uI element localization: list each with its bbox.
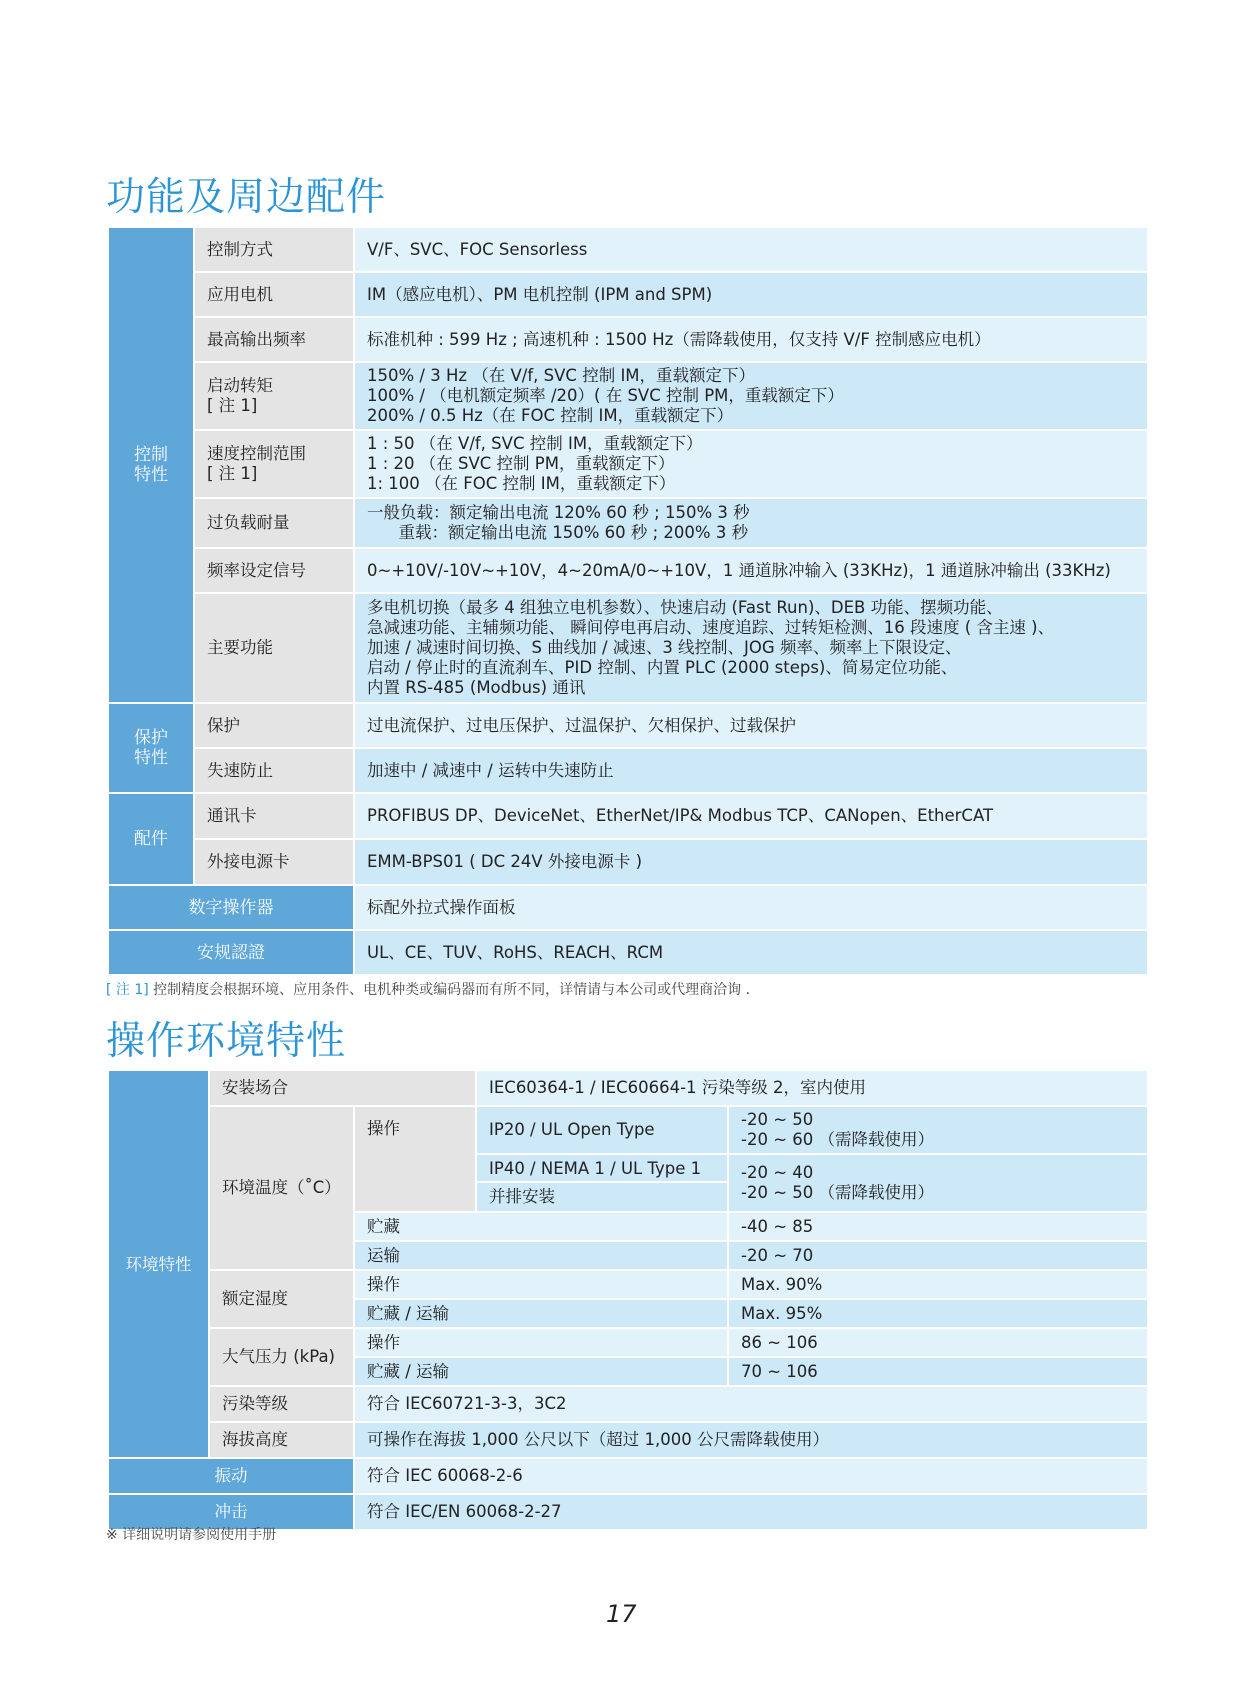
row-label: 失速防止 <box>194 748 354 793</box>
row-value: 标准机种 : 599 Hz ; 高速机种 : 1500 Hz（需降载使用，仅支持 V/F 控制感应电机） <box>354 317 1148 362</box>
table-row <box>108 1328 1148 1357</box>
row-value: IM（感应电机）、PM 电机控制 (IPM and SPM) <box>354 272 1148 317</box>
row-value: V/F、SVC、FOC Sensorless <box>354 227 1148 272</box>
side-by-side-label: 并排安装 <box>489 1187 555 1206</box>
table-row <box>108 1458 1148 1494</box>
pressure-storage-label: 贮藏 / 运输 <box>354 1357 728 1386</box>
note-1 <box>106 979 750 999</box>
table-row <box>108 227 1148 272</box>
altitude-value: 可操作在海拔 1,000 公尺以下（超过 1,000 公尺需降载使用） <box>354 1422 1148 1458</box>
section-title-functions: 功能及周边配件 <box>106 175 387 220</box>
pressure-op-value: 86 ~ 106 <box>728 1328 1148 1357</box>
safety-certification-value: UL、CE、TUV、RoHS、REACH、RCM <box>354 930 1148 975</box>
category-protection: 保护 特性 <box>108 703 194 793</box>
humidity-storage-label: 贮藏 / 运输 <box>354 1299 728 1328</box>
altitude-label: 海拔高度 <box>209 1422 354 1458</box>
category-environment: 环境特性 <box>108 1070 209 1458</box>
safety-certification-label: 安规認證 <box>108 930 354 975</box>
note-tag: [ 注 1] <box>106 982 149 998</box>
table-row <box>108 885 1148 930</box>
functions-table <box>107 226 1149 976</box>
ip40-cell <box>476 1154 728 1212</box>
category-accessories: 配件 <box>108 793 194 885</box>
humidity-storage-value: Max. 95% <box>728 1299 1148 1328</box>
ip40-label: IP40 / NEMA 1 / UL Type 1 <box>477 1155 727 1183</box>
pressure-storage-value: 70 ~ 106 <box>728 1357 1148 1386</box>
table-row <box>108 548 1148 593</box>
table-row <box>108 1270 1148 1299</box>
table-row <box>108 1070 1148 1106</box>
row-value: 1 : 50 （在 V/f, SVC 控制 IM，重载额定下） 1 : 20 （在 SVC 控制 PM，重载额定下） 1: 100 （在 FOC 控制 IM，重载额定下） <box>354 430 1148 498</box>
humidity-label: 额定湿度 <box>209 1270 354 1328</box>
table-row <box>108 593 1148 703</box>
row-label: 频率设定信号 <box>194 548 354 593</box>
transport-value: -20 ~ 70 <box>728 1241 1148 1270</box>
pollution-value: 符合 IEC60721-3-3，3C2 <box>354 1386 1148 1422</box>
storage-label: 贮藏 <box>354 1212 728 1241</box>
install-value: IEC60364-1 / IEC60664-1 污染等级 2，室内使用 <box>476 1070 1148 1106</box>
row-label: 保护 <box>194 703 354 748</box>
table-row <box>108 430 1148 498</box>
pressure-op-label: 操作 <box>354 1328 728 1357</box>
table-row <box>108 748 1148 793</box>
footnote: ※ 详细说明请参阅使用手册 <box>106 1527 277 1543</box>
row-label: 应用电机 <box>194 272 354 317</box>
humidity-op-value: Max. 90% <box>728 1270 1148 1299</box>
table-row <box>108 703 1148 748</box>
temp-operation-label: 操作 <box>354 1106 476 1212</box>
table-row <box>108 1106 1148 1154</box>
ip40-value: -20 ~ 40 -20 ~ 50 （需降载使用） <box>728 1154 1148 1212</box>
row-value: 多电机切换（最多 4 组独立电机参数）、快速启动 (Fast Run)、DEB 功能、摆频功能、 急减速功能、主辅频功能、 瞬间停电再启动、速度追踪、过转矩检测、16 段速度 ( 含主速 )、 加速 / 减速时间切换、S 曲线加 / 减速、3 线控制、JOG 频率、频率上下限设定、 启动 / 停止时的直流刹车、PID 控制、内置 PLC (2000 steps)、简易定位功能、 内置 RS-485 (Modbus) 通讯 <box>354 593 1148 703</box>
table-row <box>108 317 1148 362</box>
section-title-environment: 操作环境特性 <box>106 1019 347 1064</box>
row-value: 150% / 3 Hz （在 V/f, SVC 控制 IM，重载额定下） 100% / （电机额定频率 /20）( 在 SVC 控制 PM，重载额定下） 200% / 0.5 Hz（在 FOC 控制 IM，重载额定下） <box>354 362 1148 430</box>
row-value: 加速中 / 减速中 / 运转中失速防止 <box>354 748 1148 793</box>
temperature-label: 环境温度（˚C） <box>209 1106 354 1270</box>
row-label: 外接电源卡 <box>194 839 354 885</box>
shock-label: 冲击 <box>108 1494 354 1530</box>
row-label: 速度控制范围 [ 注 1] <box>194 430 354 498</box>
table-row <box>108 793 1148 839</box>
row-label: 通讯卡 <box>194 793 354 839</box>
row-label: 控制方式 <box>194 227 354 272</box>
pressure-label: 大气压力 (kPa) <box>209 1328 354 1386</box>
table-row <box>108 272 1148 317</box>
table-row <box>108 1386 1148 1422</box>
row-value: 0~+10V/-10V~+10V，4~20mA/0~+10V，1 通道脉冲输入 (33KHz)，1 通道脉冲输出 (33KHz) <box>354 548 1148 593</box>
shock-value: 符合 IEC/EN 60068-2-27 <box>354 1494 1148 1530</box>
humidity-op-label: 操作 <box>354 1270 728 1299</box>
install-label: 安装场合 <box>209 1070 476 1106</box>
vibration-label: 振动 <box>108 1458 354 1494</box>
row-value: 过电流保护、过电压保护、过温保护、欠相保护、过载保护 <box>354 703 1148 748</box>
storage-value: -40 ~ 85 <box>728 1212 1148 1241</box>
page-number: 17 <box>606 1600 637 1628</box>
table-row <box>108 498 1148 548</box>
digital-operator-label: 数字操作器 <box>108 885 354 930</box>
pollution-label: 污染等级 <box>209 1386 354 1422</box>
vibration-value: 符合 IEC 60068-2-6 <box>354 1458 1148 1494</box>
table-row <box>108 1422 1148 1458</box>
row-value: EMM-BPS01 ( DC 24V 外接电源卡 ) <box>354 839 1148 885</box>
row-label: 启动转矩 [ 注 1] <box>194 362 354 430</box>
category-control: 控制 特性 <box>108 227 194 703</box>
ip20-value: -20 ~ 50 -20 ~ 60 （需降载使用） <box>728 1106 1148 1154</box>
environment-table <box>107 1069 1149 1531</box>
transport-label: 运输 <box>354 1241 728 1270</box>
table-row <box>108 362 1148 430</box>
table-row <box>108 839 1148 885</box>
row-value: PROFIBUS DP、DeviceNet、EtherNet/IP& Modbus TCP、CANopen、EtherCAT <box>354 793 1148 839</box>
row-label: 最高输出频率 <box>194 317 354 362</box>
row-value: 一般负载：额定输出电流 120% 60 秒 ; 150% 3 秒 重载：额定输出电流 150% 60 秒 ; 200% 3 秒 <box>354 498 1148 548</box>
table-row <box>108 930 1148 975</box>
ip20-label: IP20 / UL Open Type <box>476 1106 728 1154</box>
note-text: 控制精度会根据环境、应用条件、电机种类或编码器而有所不同，详情请与本公司或代理商洽询 . <box>148 982 751 998</box>
row-label: 过负载耐量 <box>194 498 354 548</box>
row-label: 主要功能 <box>194 593 354 703</box>
digital-operator-value: 标配外拉式操作面板 <box>354 885 1148 930</box>
